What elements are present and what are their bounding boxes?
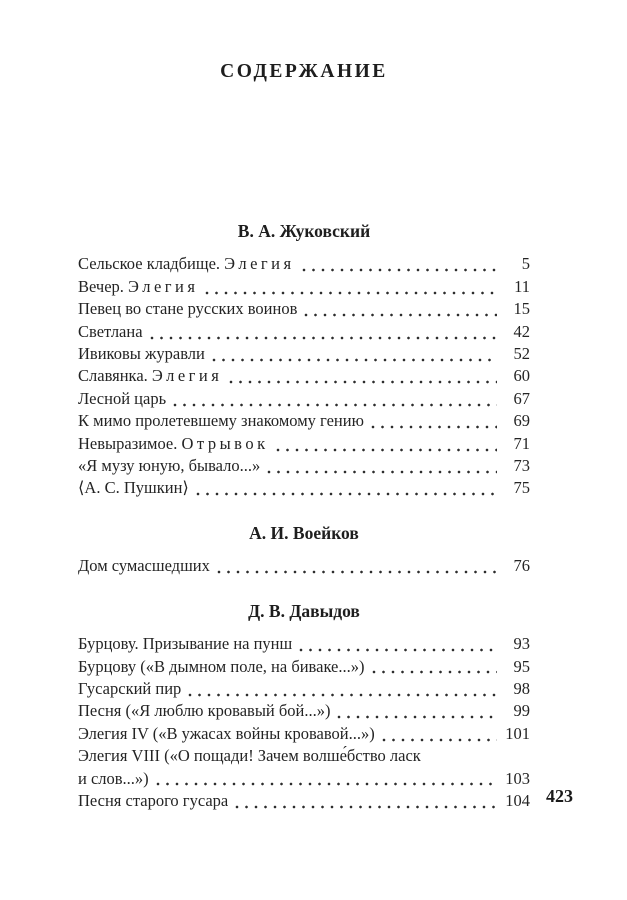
dots-leader <box>229 380 497 384</box>
dots-leader <box>188 693 497 697</box>
page-number: 75 <box>513 478 530 498</box>
toc-row <box>78 455 530 477</box>
page-number: 5 <box>521 254 530 274</box>
dots-leader <box>302 268 497 272</box>
page-number: 11 <box>514 276 530 296</box>
entry-title-text: Бурцову. Призывание на пунш <box>78 634 293 654</box>
entry-title-text: Лесной царь <box>78 388 167 408</box>
entry-title <box>78 477 189 499</box>
entry-title <box>78 656 365 678</box>
entry-title <box>78 455 260 477</box>
dots-leader <box>173 403 497 407</box>
entry-title <box>78 768 149 790</box>
entry-genre-text: Элегия <box>128 276 199 296</box>
toc-row <box>78 388 530 410</box>
dots-leader <box>156 782 497 786</box>
entry-title <box>78 253 295 275</box>
entry-title <box>78 388 166 410</box>
dots-leader <box>371 425 497 429</box>
entry-title-text: Сельское кладбище. <box>78 254 225 274</box>
toc-row <box>78 700 530 722</box>
page-number: 73 <box>513 456 530 476</box>
page-number: 95 <box>513 656 530 676</box>
dots-leader <box>337 715 497 719</box>
entry-title <box>78 298 297 320</box>
toc-row <box>78 633 530 655</box>
entry-title-text: Вечер. <box>78 276 129 296</box>
entry-title-text: Гусарский пир <box>78 678 182 698</box>
entry-title-text: Ивиковы журавли <box>78 344 205 364</box>
entry-title-text: «Я музу юную, бывало...» <box>78 456 261 476</box>
page-number: 104 <box>505 790 530 810</box>
entry-title <box>78 365 222 387</box>
toc-row <box>78 656 530 678</box>
dots-leader <box>267 470 497 474</box>
toc-row <box>78 790 530 812</box>
toc-row <box>78 723 530 745</box>
toc-row <box>78 433 530 455</box>
page-number: 42 <box>513 321 530 341</box>
entry-title-text: Бурцову («В дымном поле, на биваке...») <box>78 656 365 676</box>
toc-row <box>78 410 530 432</box>
section-heading: В. А. Жуковский <box>237 221 371 241</box>
page-number: 71 <box>513 433 530 453</box>
toc-row <box>78 768 530 790</box>
entry-title <box>78 678 181 700</box>
entry-title-text: Певец во стане русских воинов <box>78 299 298 319</box>
page-number: 15 <box>513 299 530 319</box>
toc-entry-wrapped-line: Элегия VIII («О пощади! Зачем волше́бство ласк <box>78 746 421 766</box>
page-number: 67 <box>513 388 530 408</box>
toc-row <box>78 321 530 343</box>
section-heading: Д. В. Давыдов <box>248 600 360 621</box>
page-number: 93 <box>513 634 530 654</box>
page-number: 52 <box>513 344 530 364</box>
page-title: СОДЕРЖАНИЕ <box>220 61 388 82</box>
dots-leader <box>205 291 497 295</box>
toc-list <box>78 220 530 812</box>
entry-title-text: Светлана <box>78 321 143 341</box>
page-number: 76 <box>513 556 530 576</box>
entry-title-text: и слов...») <box>78 768 149 788</box>
dots-leader <box>196 492 497 496</box>
entry-genre-text: Отрывок <box>181 433 269 453</box>
toc-row <box>78 365 530 387</box>
entry-title-text: Невыразимое. <box>78 433 182 453</box>
entry-title <box>78 410 364 432</box>
entry-title <box>78 633 292 655</box>
entry-genre-text: Элегия <box>151 366 223 386</box>
toc-row <box>78 555 530 577</box>
dots-leader <box>212 358 497 362</box>
page-number: 98 <box>513 678 530 698</box>
entry-title <box>78 555 210 577</box>
entry-title-text: Песня старого гусара <box>78 790 229 810</box>
entry-title-text: Элегия IV («В ужасах войны кровавой...») <box>78 723 375 743</box>
toc-row <box>78 298 530 320</box>
dots-leader <box>217 570 497 574</box>
toc-row <box>78 678 530 700</box>
dots-leader <box>276 448 497 452</box>
entry-title <box>78 723 375 745</box>
page-number: 60 <box>513 366 530 386</box>
toc-row <box>78 343 530 365</box>
page-number: 101 <box>505 723 530 743</box>
folio-page-number: 423 <box>546 786 573 806</box>
toc-row <box>78 477 530 499</box>
entry-title-text: Славянка. <box>78 366 152 386</box>
section-heading: А. И. Воейков <box>249 522 359 543</box>
page-number: 69 <box>513 411 530 431</box>
dots-leader <box>150 336 497 340</box>
toc-content <box>78 0 530 812</box>
entry-title-text: Песня («Я люблю кровавый бой...») <box>78 701 331 721</box>
entry-title <box>78 433 269 455</box>
dots-leader <box>372 670 498 674</box>
dots-leader <box>382 738 497 742</box>
entry-title-text: Дом сумасшедших <box>78 556 210 576</box>
entry-title <box>78 276 198 298</box>
dots-leader <box>299 648 497 652</box>
dots-leader <box>304 313 497 317</box>
entry-title <box>78 321 143 343</box>
entry-title-text: К мимо пролетевшему знакомому гению <box>78 411 364 431</box>
entry-genre-text: Элегия <box>224 254 295 274</box>
entry-title <box>78 700 330 722</box>
entry-title <box>78 790 228 812</box>
toc-row <box>78 253 530 275</box>
entry-title <box>78 343 205 365</box>
page-number: 99 <box>513 701 530 721</box>
toc-row <box>78 276 530 298</box>
entry-title-text: ⟨А. С. Пушкин⟩ <box>78 478 189 498</box>
page-number: 103 <box>505 768 530 788</box>
dots-leader <box>235 805 497 809</box>
